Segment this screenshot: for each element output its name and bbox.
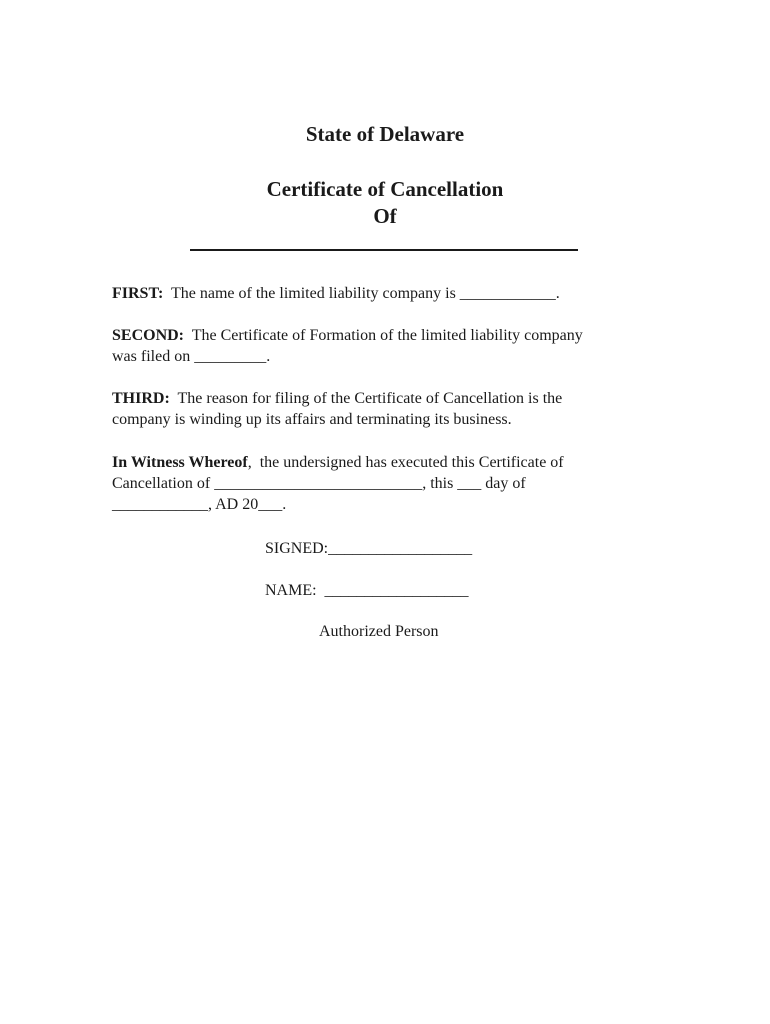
authorized-person-label: Authorized Person <box>319 623 439 640</box>
of-title: Of <box>373 204 397 228</box>
company-name-rule <box>190 249 578 251</box>
witness-line-2: Cancellation of __________________________, this ___ day of <box>112 475 526 492</box>
witness-label: In Witness Whereof <box>112 454 248 471</box>
second-label: SECOND: <box>112 327 185 344</box>
state-title: State of Delaware <box>305 122 465 146</box>
third-line-2: company is winding up its affairs and terminating its business. <box>112 411 512 428</box>
third-label: THIRD: <box>112 390 170 407</box>
witness-paragraph <box>112 452 652 515</box>
name-line: NAME: __________________ <box>265 582 469 599</box>
witness-line-3: ____________, AD 20___. <box>112 496 287 513</box>
second-paragraph <box>112 325 652 367</box>
second-line-2: was filed on _________. <box>112 348 271 365</box>
witness-line-1: , the undersigned has executed this Certificate of <box>247 454 564 471</box>
signed-line: SIGNED:__________________ <box>265 540 473 557</box>
first-text: The name of the limited liability company is ____________. <box>163 285 560 302</box>
first-label: FIRST: <box>112 285 164 302</box>
certificate-title: Certificate of Cancellation <box>266 177 504 201</box>
first-paragraph <box>112 283 652 304</box>
third-paragraph <box>112 388 652 430</box>
second-line-1: The Certificate of Formation of the limited liability company <box>184 327 583 344</box>
third-line-1: The reason for filing of the Certificate of Cancellation is the <box>169 390 563 407</box>
